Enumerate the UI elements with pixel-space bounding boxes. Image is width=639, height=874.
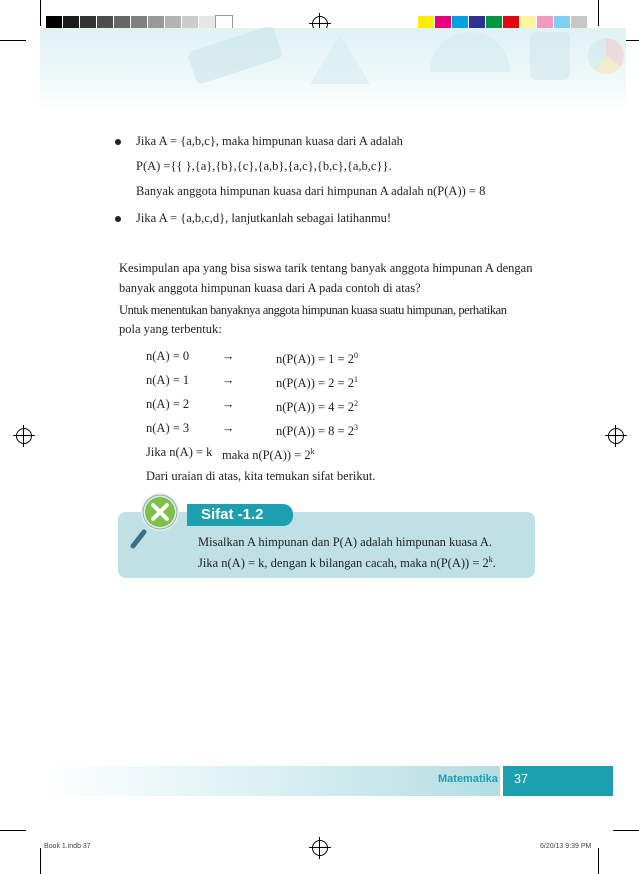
bullet1-text: Jika A = {a,b,c}, maka himpunan kuasa dari A adalah [136, 134, 403, 148]
crop-mark [0, 830, 26, 831]
pattern-left: n(A) = 1 [146, 373, 190, 387]
registration-mark-icon [608, 428, 624, 444]
registration-mark-icon [16, 428, 32, 444]
pattern-right: $n(P(A)) = 2 = 2^1$ [276, 375, 358, 391]
pattern-arrow: → [222, 397, 235, 411]
crop-mark [598, 0, 599, 26]
pattern-left: n(A) = 3 [146, 421, 190, 435]
slug-filename: Book 1.indb 37 [44, 843, 91, 850]
pattern-arrow: → [222, 421, 235, 435]
instruction-paragraph-line: Untuk menentukan banyaknya anggota himpunan kuasa suatu himpunan, perhatikan [119, 303, 507, 317]
pie-illustration-icon [588, 38, 624, 74]
property-title: Sifat -1.2 [187, 504, 293, 526]
pattern-arrow: → [222, 349, 235, 363]
power-set-count: Banyak anggota himpunan kuasa dari himpunan A adalah n(P(A)) = 8 [136, 184, 486, 198]
pattern-general-right: maka $n(P(A)) = 2^k$ [222, 447, 315, 463]
bullet-icon [115, 139, 121, 145]
ruler-illustration-icon [187, 25, 283, 85]
conclusion-text: Dari uraian di atas, kita temukan sifat berikut. [146, 469, 376, 483]
protractor-illustration-icon [430, 32, 510, 72]
bullet-icon [115, 216, 121, 222]
crop-mark [40, 848, 41, 874]
bullet2-text: Jika A = {a,b,c,d}, lanjutkanlah sebagai latihanmu! [136, 211, 392, 225]
power-set-listing: P(A) ={{ },{a},{b},{c},{a,b},{a,c},{b,c},{a,b,c}}. [136, 159, 392, 173]
crop-mark [598, 848, 599, 874]
magnifier-check-icon [130, 492, 186, 550]
header-banner [40, 28, 626, 113]
crop-mark [613, 830, 639, 831]
pattern-right: $n(P(A)) = 1 = 2^0$ [276, 351, 358, 367]
registration-mark-icon [312, 840, 328, 856]
property-statement-line: Misalkan A himpunan dan P(A) adalah himpunan kuasa A. [198, 535, 493, 549]
question-paragraph-line: banyak anggota himpunan kuasa dari A pada contoh di atas? [119, 281, 421, 295]
pattern-right: $n(P(A)) = 4 = 2^2$ [276, 399, 358, 415]
page-number: 37 [514, 772, 528, 786]
question-paragraph-line: Kesimpulan apa yang bisa siswa tarik tentang banyak anggota himpunan A dengan [119, 261, 533, 275]
calculator-illustration-icon [530, 32, 570, 80]
pattern-left: n(A) = 0 [146, 349, 190, 363]
crop-mark [40, 0, 41, 26]
pattern-right: $n(P(A)) = 8 = 2^3$ [276, 423, 358, 439]
pattern-left: n(A) = 2 [146, 397, 190, 411]
pattern-general-left: Jika n(A) = k [146, 445, 213, 459]
footer-subject: Matematika [438, 773, 498, 785]
pattern-arrow: → [222, 373, 235, 387]
crop-mark [0, 40, 26, 41]
triangle-illustration-icon [310, 34, 370, 84]
slug-timestamp: 6/20/13 9:39 PM [540, 843, 592, 850]
property-statement-line: Jika n(A) = k, dengan k bilangan cacah, maka $n(P(A)) = 2^k$. [198, 555, 496, 571]
instruction-paragraph-line: pola yang terbentuk: [119, 322, 222, 336]
